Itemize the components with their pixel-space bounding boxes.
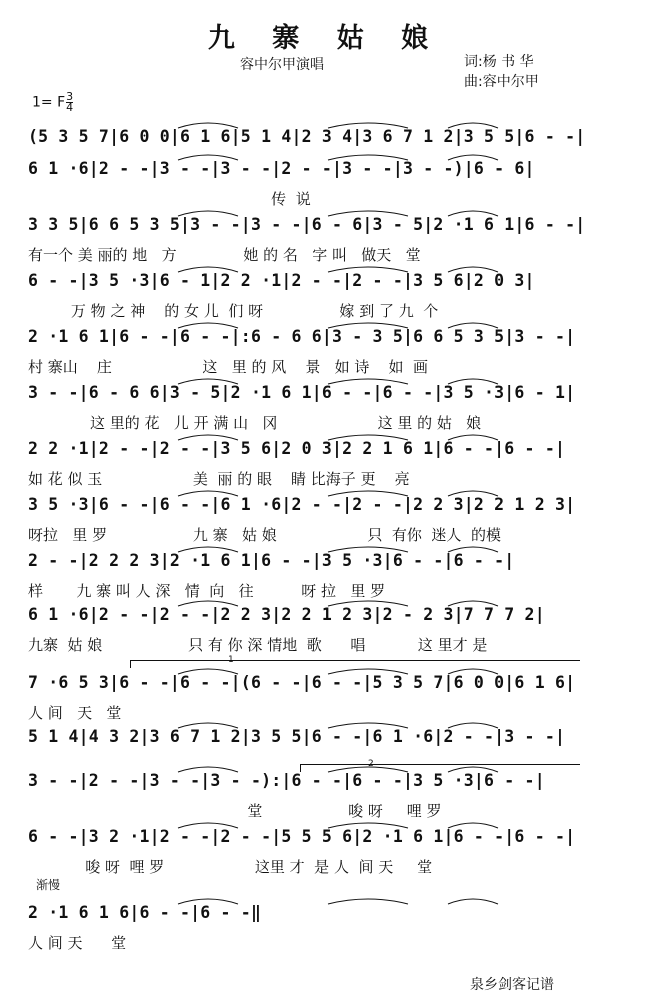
volta-tick-2: [300, 764, 301, 772]
tempo-marking: 渐慢: [36, 878, 61, 892]
time-signature: [66, 92, 73, 113]
song-title: 九 寨 姑 娘: [207, 23, 443, 54]
score-system: [28, 438, 588, 490]
score-system: [28, 826, 588, 878]
notation-line: 6 - -|3 5 ·3|6 - 1|2 2 ·1|2 - -|2 - -|3 5 6|2 0 3|: [28, 271, 535, 290]
notation-line: 3 5 ·3|6 - -|6 - -|6 1 ·6|2 - -|2 - -|2 2 3|2 2 1 2 3|: [28, 495, 576, 514]
score-system: [28, 604, 588, 656]
volta-tick-1: [130, 660, 131, 668]
notation-line: (5 3 5 7|6 0 0|6 1 6|5 1 4|2 3 4|3 6 7 1 2|3 5 5|6 - -|: [28, 127, 586, 146]
meter-bottom: 4: [66, 101, 74, 114]
lyricist-credit: 词:杨 书 华: [464, 54, 534, 70]
score-system: [28, 902, 588, 954]
score-system: [28, 382, 588, 434]
lyric-line: 九寨 姑 娘 只 有 你 深 情地 歌 唱 这 里才 是: [28, 636, 488, 654]
notation-line: 5 1 4|4 3 2|3 6 7 1 2|3 5 5|6 - -|6 1 ·6|2 - -|3 - -|: [28, 727, 566, 746]
notation-line: 6 1 ·6|2 - -|2 - -|2 2 3|2 2 1 2 3|2 - 2 3|7 7 7 2|: [28, 605, 545, 624]
volta-bracket-1: [130, 660, 580, 661]
volta-number-1: 1: [228, 655, 234, 665]
score-system: [28, 158, 588, 210]
volta-bracket-2: [300, 764, 580, 765]
lyric-line: 人 间 天 堂: [28, 934, 127, 952]
lyric-line: 这 里的 花 儿 开 满 山 冈 这 里 的 姑 娘: [28, 414, 482, 432]
notation-line: 3 - -|6 - 6 6|3 - 5|2 ·1 6 1|6 - -|6 - -|3 5 ·3|6 - 1|: [28, 383, 576, 402]
notation-line: 3 - -|2 - -|3 - -|3 - -):|6 - -|6 - -|3 5 ·3|6 - -|: [28, 771, 545, 790]
lyric-line: 村 寨山 庄 这 里 的 风 景 如 诗 如 画: [28, 358, 429, 376]
lyric-line: 传 说: [28, 190, 311, 208]
volta-number-2: 2: [368, 759, 374, 769]
notation-line: 2 ·1 6 1|6 - -|6 - -|:6 - 6 6|3 - 3 5|6 6 5 3 5|3 - -|: [28, 327, 576, 346]
score-system: [28, 270, 588, 322]
performer-credit: 容中尔甲演唱: [240, 57, 324, 73]
transcriber-credit: 泉乡剑客记谱: [470, 977, 554, 993]
score-system: [28, 550, 588, 602]
lyric-line: 人 间 天 堂: [28, 704, 122, 722]
lyric-line: 有一个 美 丽的 地 方 她 的 名 字 叫 做天 堂: [28, 246, 421, 264]
composer-credit: 曲:容中尔甲: [464, 74, 539, 90]
score-system: [28, 326, 588, 378]
key-signature: [32, 92, 73, 113]
score-system: [28, 672, 588, 724]
notation-line: 6 - -|3 2 ·1|2 - -|2 - -|5 5 5 6|2 ·1 6 1|6 - -|6 - -|: [28, 827, 576, 846]
lyric-line: 如 花 似 玉 美 丽 的 眼 睛 比海子 更 亮: [28, 470, 410, 488]
lyric-line: 万 物 之 神 的 女 儿 们 呀 嫁 到 了 九 个: [28, 302, 439, 320]
notation-line: 2 2 ·1|2 - -|2 - -|3 5 6|2 0 3|2 2 1 6 1|6 - -|6 - -|: [28, 439, 566, 458]
notation-line: 7 ·6 5 3|6 - -|6 - -|(6 - -|6 - -|5 3 5 7|6 0 0|6 1 6|: [28, 673, 576, 692]
lyric-line: 样 九 寨 叫 人 深 情 向 往 呀 拉 里 罗: [28, 582, 386, 600]
notation-line: 3 3 5|6 6 5 3 5|3 - -|3 - -|6 - 6|3 - 5|2 ·1 6 1|6 - -|: [28, 215, 586, 234]
notation-line: 2 ·1 6 1 6|6 - -|6 - -‖: [28, 903, 262, 922]
lyric-line: 呀拉 里 罗 九 寨 姑 娘 只 有你 迷人 的模: [28, 526, 501, 544]
lyric-line: 唆 呀 哩 罗 这里 才 是 人 间 天 堂: [28, 858, 433, 876]
score-system: [28, 770, 588, 822]
notation-line: 6 1 ·6|2 - -|3 - -|3 - -|2 - -|3 - -|3 - -)|6 - 6|: [28, 159, 535, 178]
score-system: [28, 214, 588, 266]
key-label: 1= F: [32, 94, 66, 111]
meter-top: 3: [66, 90, 74, 103]
notation-line: 2 - -|2 2 2 3|2 ·1 6 1|6 - -|3 5 ·3|6 - -|6 - -|: [28, 551, 515, 570]
score-system: [28, 494, 588, 546]
lyric-line: 堂 唆 呀 哩 罗: [28, 802, 442, 820]
credits: [464, 52, 539, 92]
